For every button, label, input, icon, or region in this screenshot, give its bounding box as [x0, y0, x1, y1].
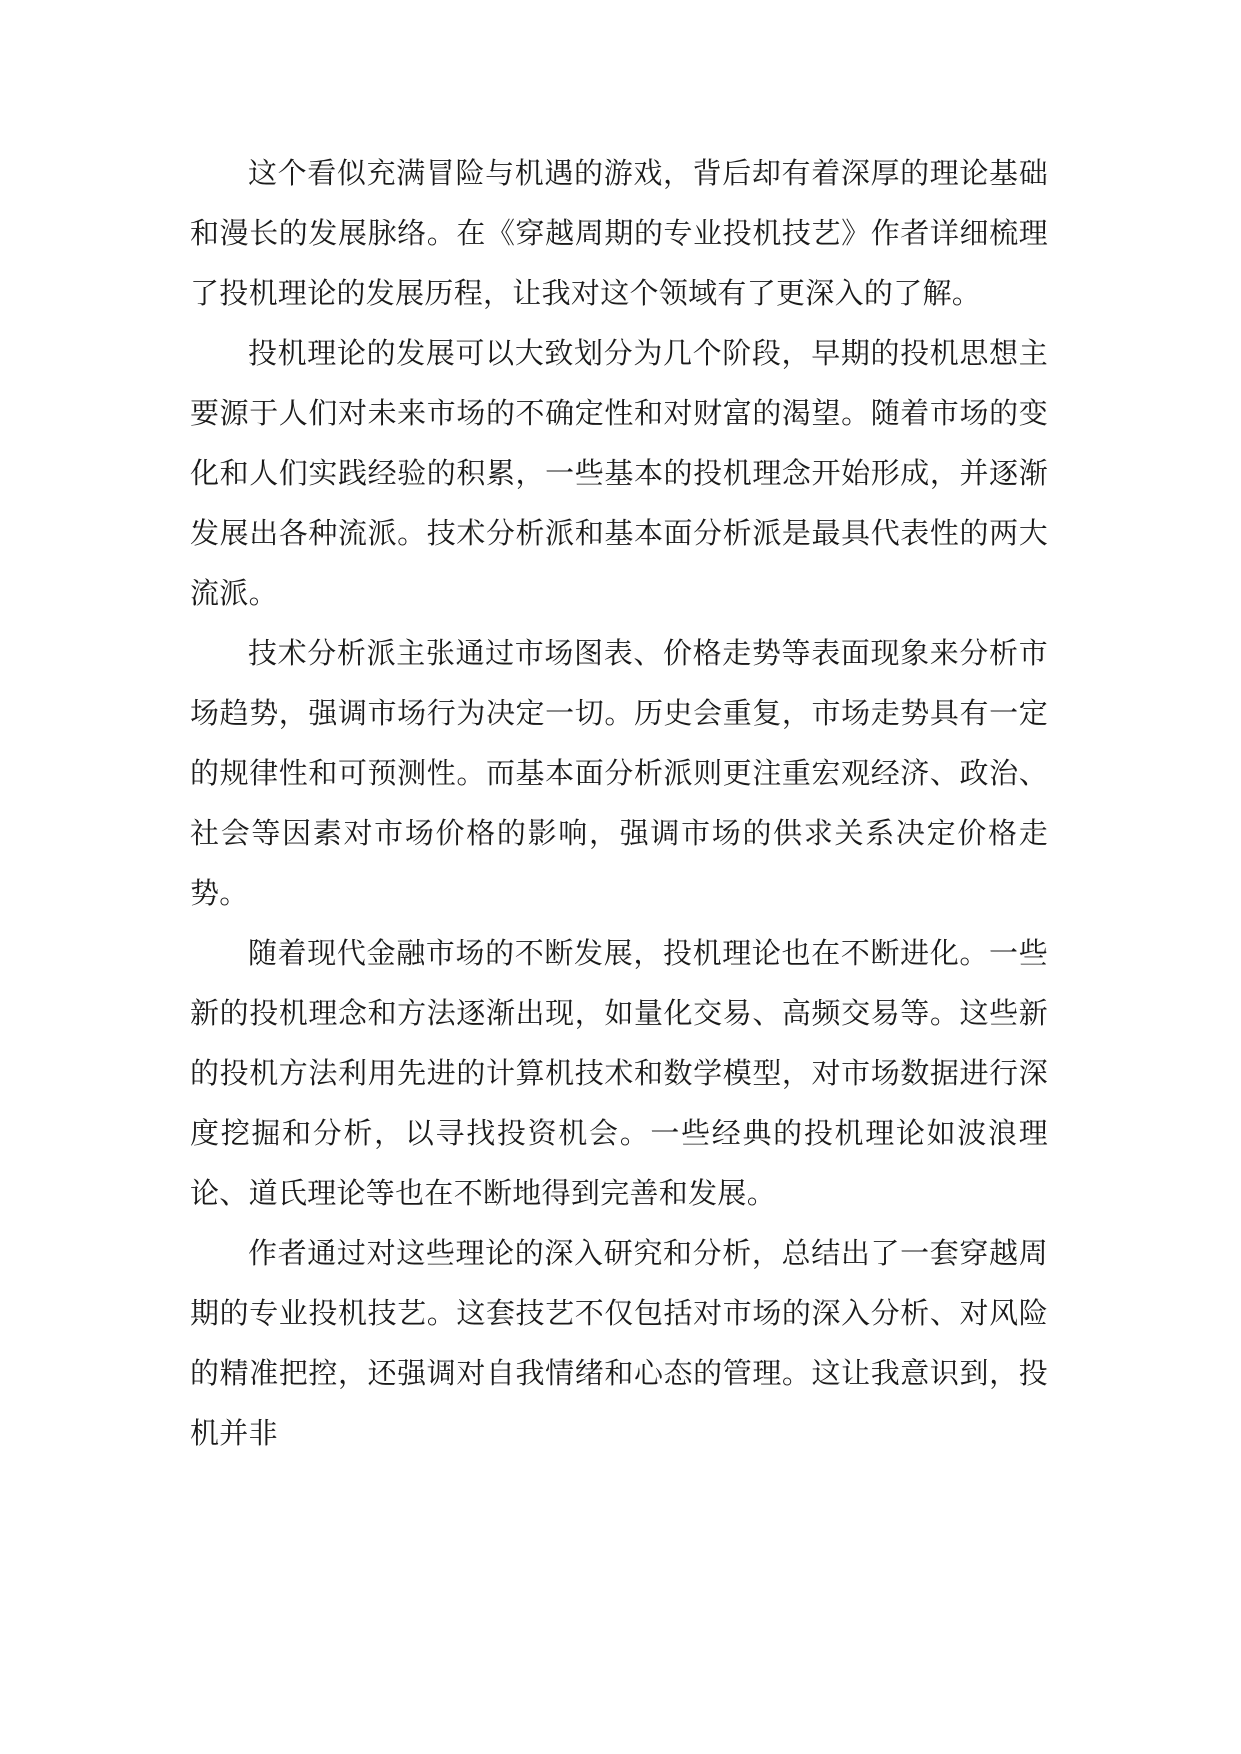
paragraph-4: 随着现代金融市场的不断发展，投机理论也在不断进化。一些新的投机理念和方法逐渐出现，如量化交易、高频交易等。这些新的投机方法利用先进的计算机技术和数学模型，对市场数据进行深度挖掘和分析，以寻找投资机会。一些经典的投机理论如波浪理论、道氏理论等也在不断地得到完善和发展。 — [190, 936, 1048, 1210]
paragraph-1: 这个看似充满冒险与机遇的游戏，背后却有着深厚的理论基础和漫长的发展脉络。在《穿越周期的专业投机技艺》作者详细梳理了投机理论的发展历程，让我对这个领域有了更深入的了解。 — [190, 156, 1048, 310]
paragraph-3: 技术分析派主张通过市场图表、价格走势等表面现象来分析市场趋势，强调市场行为决定一切。历史会重复，市场走势具有一定的规律性和可预测性。而基本面分析派则更注重宏观经济、政治、社会等因素对市场价格的影响，强调市场的供求关系决定价格走势。 — [190, 636, 1048, 910]
document-body — [190, 143, 1048, 1463]
paragraph-5: 作者通过对这些理论的深入研究和分析，总结出了一套穿越周期的专业投机技艺。这套技艺不仅包括对市场的深入分析、对风险的精准把控，还强调对自我情绪和心态的管理。这让我意识到，投机并非 — [190, 1236, 1048, 1450]
paragraph-2: 投机理论的发展可以大致划分为几个阶段，早期的投机思想主要源于人们对未来市场的不确定性和对财富的渴望。随着市场的变化和人们实践经验的积累，一些基本的投机理念开始形成，并逐渐发展出各种流派。技术分析派和基本面分析派是最具代表性的两大流派。 — [190, 336, 1048, 610]
